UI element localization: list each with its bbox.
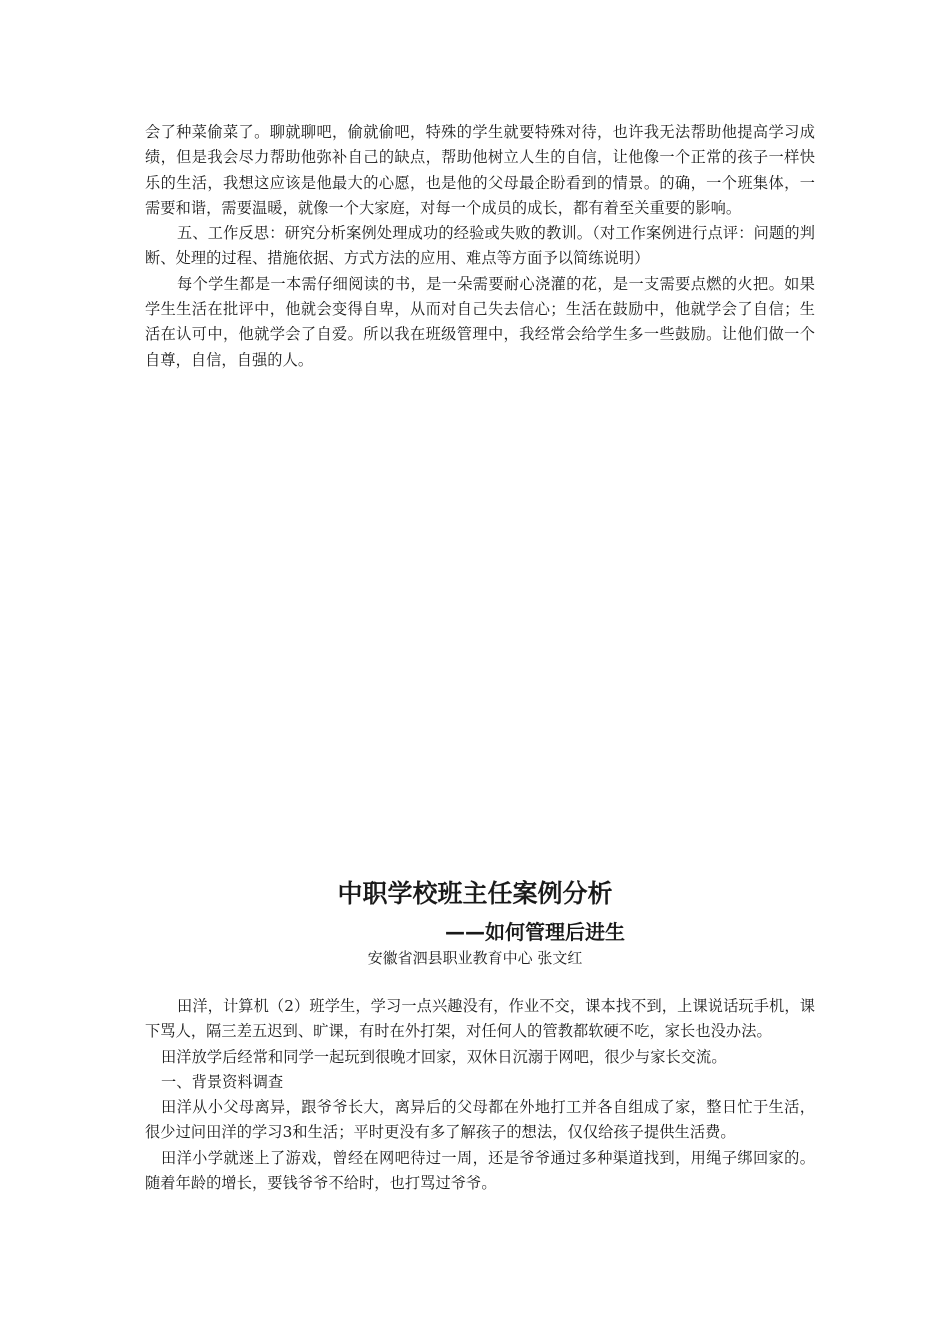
paragraph-student-description: 田洋，计算机（2）班学生，学习一点兴趣没有，作业不交，课本找不到，上课说话玩手机，课下骂人，隔三差五迟到、旷课，有时在外打架，对任何人的管教都软硬不吃，家长也没办法。 [145, 997, 815, 1041]
section-heading-background: 一、背景资料调查 [161, 1072, 284, 1091]
paragraph-reflection-body: 每个学生都是一本需仔细阅读的书，是一朵需要耐心浇灌的花，是一支需要点燃的火把。如果学生生活在批评中，他就会变得自卑，从而对自己失去信心；生活在鼓励中，他就学会了自信；生活在认可中，他就学会了自爱。所以我在班级管理中，我经常会给学生多一些鼓励。让他们做一个自尊，自信，自强的人。 [145, 274, 815, 369]
paragraph-after-school-habits: 田洋放学后经常和同学一起玩到很晚才回家，双休日沉溺于网吧，很少与家长交流。 [161, 1047, 727, 1066]
paragraph-gaming-history: 田洋小学就迷上了游戏，曾经在网吧待过一周，还是爷爷通过多种渠道找到，用绳子绑回家的。随着年龄的增长，要钱爷爷不给时，也打骂过爷爷。 [145, 1148, 815, 1193]
paragraph-work-reflection-heading: 五、工作反思：研究分析案例处理成功的经验或失败的教训。（对工作案例进行点评：问题的判断、处理的过程、措施依据、方式方法的应用、难点等方面予以简练说明） [145, 224, 815, 268]
article-subtitle: ——如何管理后进生 [445, 920, 625, 944]
paragraph-intro-continuation: 会了种菜偷菜了。聊就聊吧，偷就偷吧，特殊的学生就要特殊对待，也许我无法帮助他提高学习成绩，但是我会尽力帮助他弥补自己的缺点，帮助他树立人生的自信，让他像一个正常的孩子一样快乐的生活，我想这应该是他最大的心愿，也是他的父母最企盼看到的情景。的确，一个班集体，一需要和谐，需要温暖，就像一个大家庭，对每一个成员的成长，都有着至关重要的影响。 [145, 123, 815, 217]
article-author: 安徽省泗县职业教育中心 张文红 [367, 949, 583, 967]
article-body [145, 994, 815, 1196]
article-title: 中职学校班主任案例分析 [337, 879, 613, 908]
paragraph-family-background: 田洋从小父母离异，跟爷爷长大，离异后的父母都在外地打工并各自组成了家，整日忙于生活，很少过问田洋的学习3和生活；平时更没有多了解孩子的想法，仅仅给孩子提供生活费。 [145, 1098, 815, 1142]
section-continuation [145, 120, 815, 373]
